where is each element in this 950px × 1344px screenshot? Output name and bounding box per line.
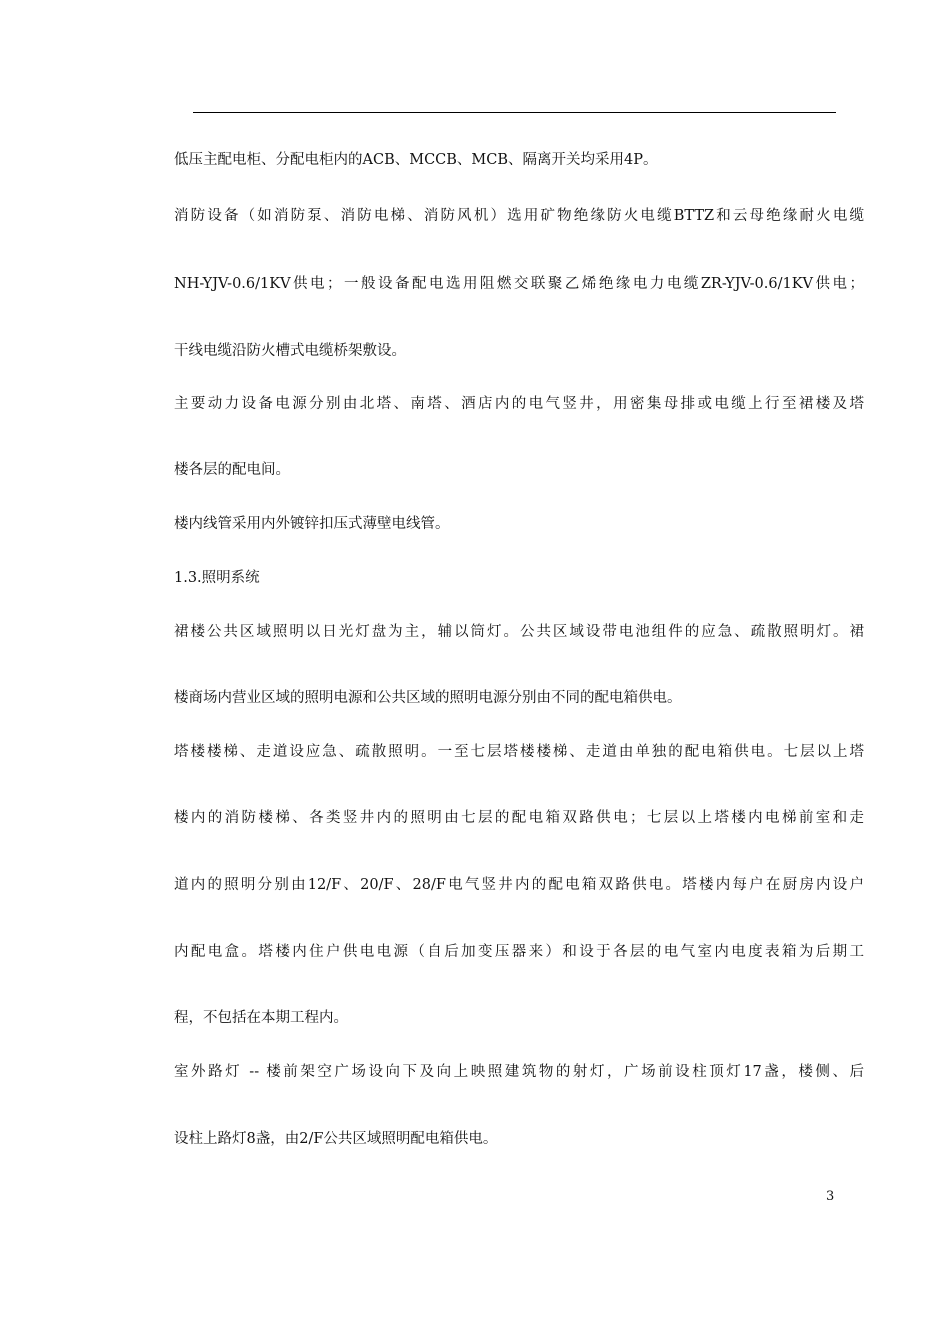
text-line: 楼商场内营业区域的照明电源和公共区域的照明电源分别由不同的配电箱供电。: [174, 690, 682, 706]
text-line: 楼内的消防楼梯、各类竖井内的照明由七层的配电箱双路供电；七层以上塔楼内电梯前室和走: [174, 810, 864, 826]
text-line: 主要动力设备电源分别由北塔、南塔、酒店内的电气竖井，用密集母排或电缆上行至裙楼及塔: [174, 396, 864, 412]
text-line: 干线电缆沿防火槽式电缆桥架敷设。: [174, 343, 406, 359]
text-line: NH-YJV-0.6/1KV供电；一般设备配电选用阻燃交联聚乙烯绝缘电力电缆ZR-YJV-0.6/1KV供电；: [174, 276, 864, 292]
text-line: 设柱上路灯8盏，由2/F公共区域照明配电箱供电。: [174, 1131, 498, 1147]
text-line: 低压主配电柜、分配电柜内的ACB、MCCB、MCB、隔离开关均采用4P。: [174, 152, 658, 168]
text-line: 消防设备（如消防泵、消防电梯、消防风机）选用矿物绝缘防火电缆BTTZ和云母绝缘耐火电缆: [174, 208, 864, 224]
text-line: 楼各层的配电间。: [174, 462, 290, 478]
text-line: 内配电盒。塔楼内住户供电电源（自后加变压器来）和设于各层的电气室内电度表箱为后期工: [174, 944, 864, 960]
section-heading: 1.3.照明系统: [174, 570, 260, 586]
text-line: 程，不包括在本期工程内。: [174, 1010, 348, 1026]
text-line: 楼内线管采用内外镀锌扣压式薄壁电线管。: [174, 516, 450, 532]
text-line: 塔楼楼梯、走道设应急、疏散照明。一至七层塔楼楼梯、走道由单独的配电箱供电。七层以上塔: [174, 744, 864, 760]
text-line: 道内的照明分别由12/F、20/F、28/F电气竖井内的配电箱双路供电。塔楼内每户在厨房内设户: [174, 877, 864, 893]
text-line: 裙楼公共区域照明以日光灯盘为主，辅以筒灯。公共区域设带电池组件的应急、疏散照明灯。裙: [174, 624, 864, 640]
header-rule: [193, 112, 836, 113]
page-number: 3: [826, 1189, 835, 1204]
text-line: 室外路灯 -- 楼前架空广场设向下及向上映照建筑物的射灯，广场前设柱顶灯17盏，楼侧、后: [174, 1064, 864, 1080]
